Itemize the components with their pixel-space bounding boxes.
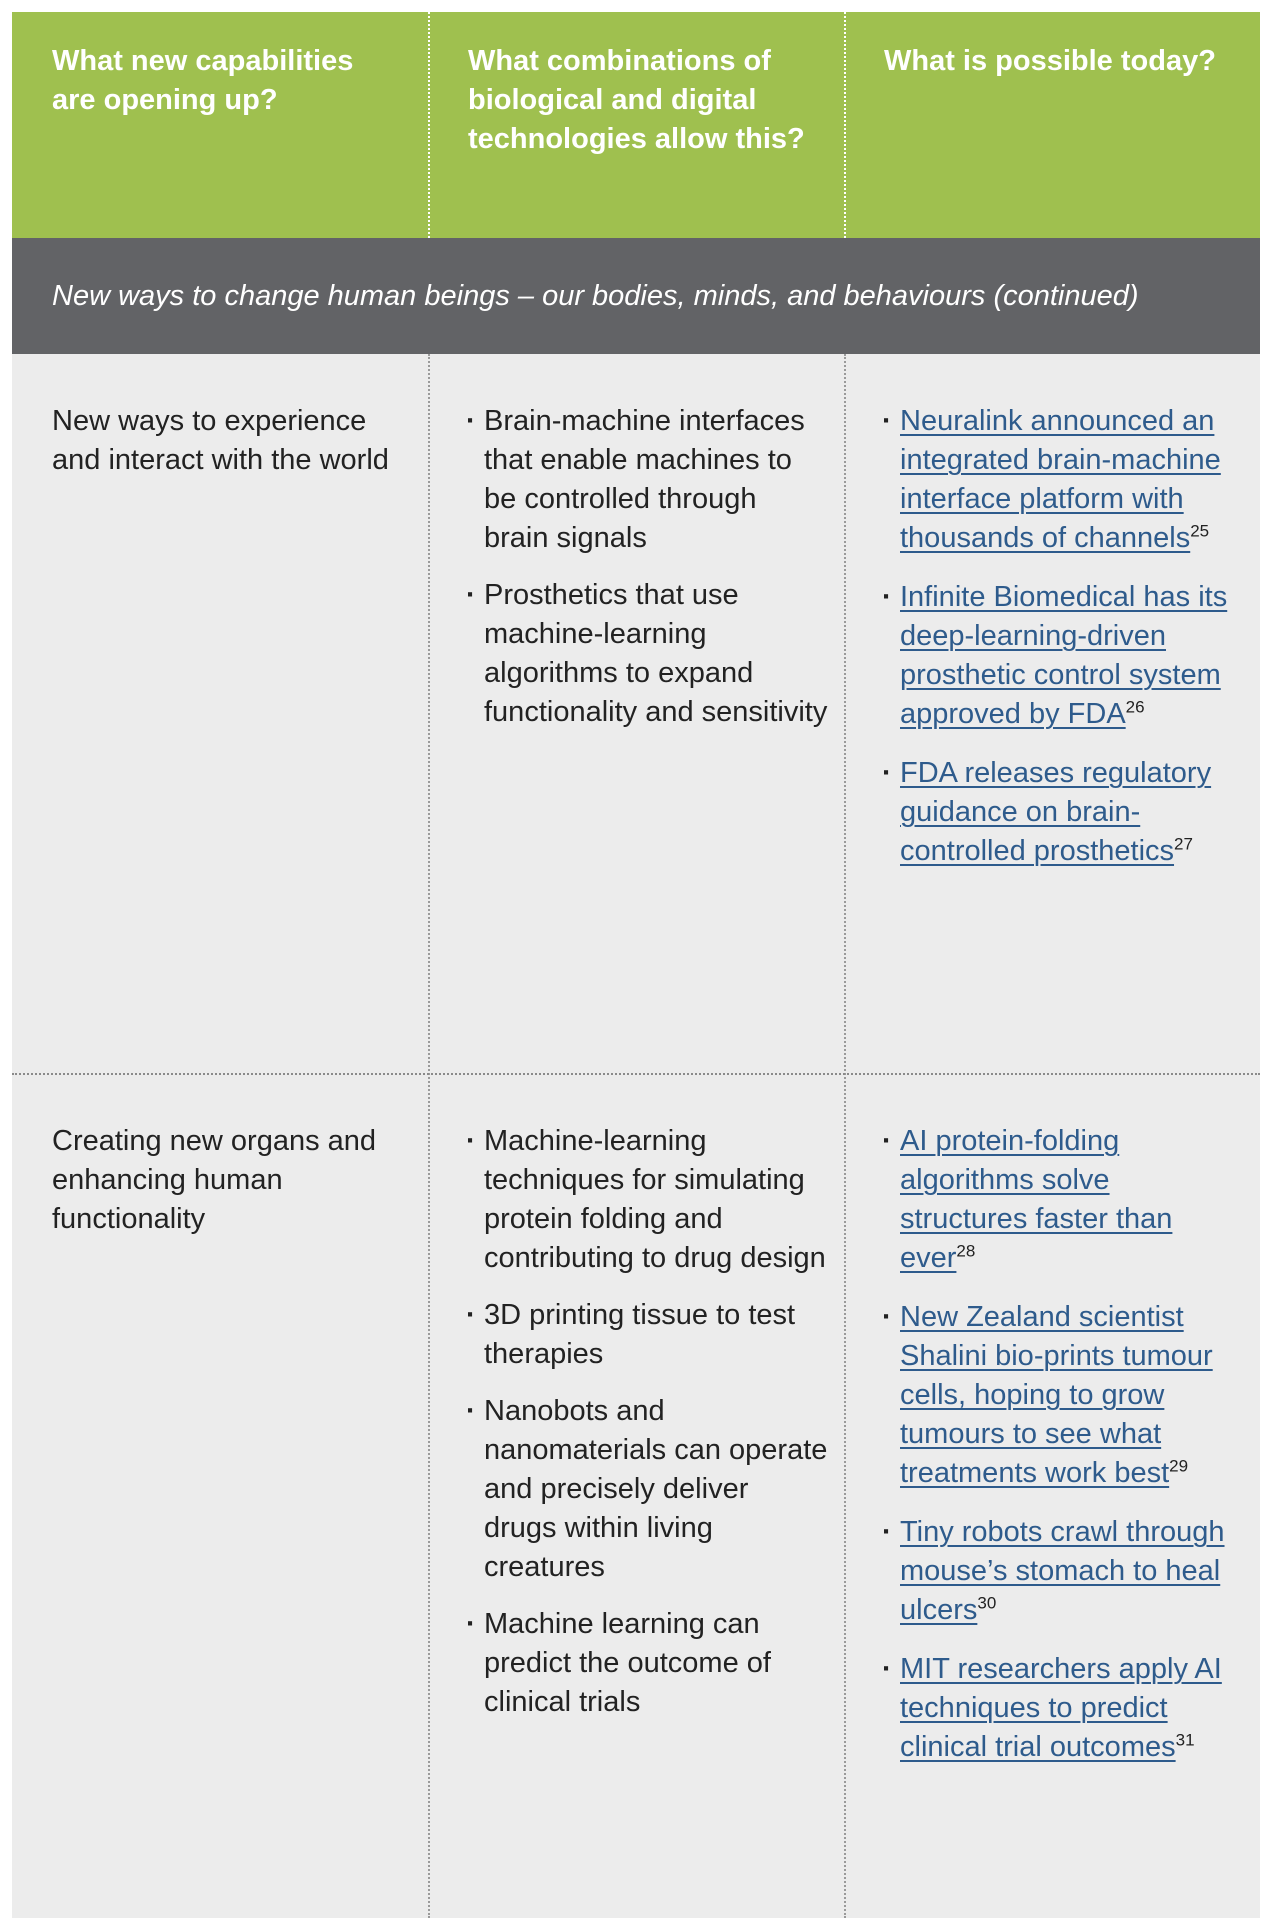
technology-item: · Machine learning can predict the outcome of clinical trials — [466, 1605, 828, 1722]
footnote-ref: 28 — [956, 1241, 976, 1261]
header-possible-today: What is possible today? — [884, 45, 1216, 77]
table-row — [12, 1074, 1260, 1918]
footnote-ref: 29 — [1169, 1456, 1189, 1476]
example-item — [882, 1298, 1244, 1493]
example-link[interactable]: AI protein-folding algorithms solve structures faster than ever — [900, 1125, 1173, 1274]
header-technologies: What combinations of biological and digital technologies allow this? — [468, 45, 805, 155]
example-link[interactable]: Tiny robots crawl through mouse’s stomach to heal ulcers — [900, 1516, 1225, 1626]
footnote-ref: 26 — [1125, 697, 1145, 717]
example-link[interactable]: MIT researchers apply AI techniques to predict clinical trial outcomes — [900, 1653, 1222, 1763]
example-link[interactable]: New Zealand scientist Shalini bio-prints tumour cells, hoping to grow tumours to see what treatments work best — [900, 1301, 1213, 1489]
technology-item: · 3D printing tissue to test therapies — [466, 1296, 828, 1374]
example-item — [882, 402, 1244, 558]
example-item — [882, 1650, 1244, 1767]
technology-item: · Brain-machine interfaces that enable machines to be controlled through brain signals — [466, 402, 828, 558]
footnote-ref: 30 — [977, 1593, 997, 1613]
example-link[interactable]: Neuralink announced an integrated brain-machine interface platform with thousands of channels — [900, 405, 1221, 554]
technologies-cell — [428, 1074, 844, 1918]
example-item — [882, 1513, 1244, 1630]
capabilities-table — [12, 12, 1260, 1918]
technology-item: · Prosthetics that use machine-learning algorithms to expand functionality and sensitivity — [466, 576, 828, 732]
section-banner — [12, 238, 1260, 354]
table-row — [12, 354, 1260, 1074]
table-header — [12, 12, 1260, 238]
header-capabilities: What new capabilities are opening up? — [52, 45, 354, 116]
example-item — [882, 578, 1244, 734]
section-title: New ways to change human beings – our bodies, minds, and behaviours (continued) — [52, 279, 1139, 312]
example-item — [882, 1122, 1244, 1278]
header-divider — [428, 12, 430, 238]
technology-item: · Machine-learning techniques for simulating protein folding and contributing to drug design — [466, 1122, 828, 1278]
footnote-ref: 27 — [1174, 834, 1193, 854]
capability-cell: New ways to experience and interact with the world — [52, 405, 389, 476]
example-link[interactable]: Infinite Biomedical has its deep-learning-driven prosthetic control system approved by FDA — [900, 581, 1228, 730]
header-divider — [844, 12, 846, 238]
examples-cell — [844, 354, 1260, 1074]
footnote-ref: 31 — [1175, 1730, 1195, 1750]
technology-item: · Nanobots and nanomaterials can operate and precisely deliver drugs within living creatures — [466, 1392, 828, 1587]
capability-cell: Creating new organs and enhancing human functionality — [52, 1125, 377, 1235]
footnote-ref: 25 — [1190, 521, 1210, 541]
examples-cell — [844, 1074, 1260, 1918]
technologies-cell — [428, 354, 844, 1074]
example-link[interactable]: FDA releases regulatory guidance on brain-controlled prosthetics — [900, 757, 1212, 867]
example-item — [882, 754, 1244, 871]
